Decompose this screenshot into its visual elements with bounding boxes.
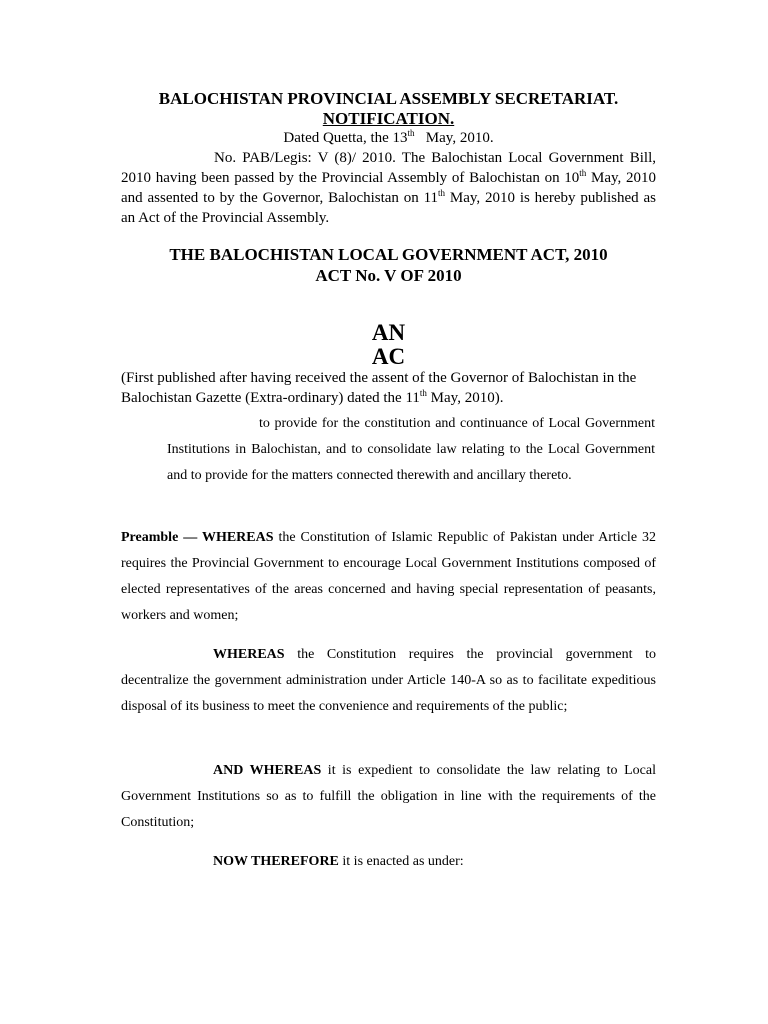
whereas-paragraph-2 bbox=[121, 642, 656, 720]
enactment-label: NOW THEREFORE bbox=[213, 854, 339, 869]
notification-heading bbox=[121, 108, 656, 130]
publication-text-2: May, 2010). bbox=[426, 390, 504, 406]
act-number bbox=[121, 265, 656, 287]
notice-sup-1: th bbox=[579, 168, 587, 178]
whereas3-label: AND WHEREAS bbox=[213, 763, 322, 778]
publication-text-1: (First published after having received the assent of the Governor of Balochistan in the Balochistan Gazette (Extra-ordinary) dated the 11 bbox=[121, 370, 637, 406]
ac-text: AC bbox=[371, 344, 406, 369]
act-title bbox=[121, 244, 656, 266]
publication-sup: th bbox=[419, 388, 427, 398]
whereas2-label: WHEREAS bbox=[213, 647, 285, 662]
notice-paragraph bbox=[121, 148, 656, 228]
dated-line bbox=[121, 128, 656, 148]
whereas3-text: it is expedient to consolidate the law relating to Local Government Institutions so as to fulfill the obligation in line with the requirements of the Constitution; bbox=[121, 763, 656, 830]
preamble-paragraph bbox=[121, 525, 656, 629]
dated-sup: th bbox=[407, 128, 415, 138]
an-text: AN bbox=[371, 320, 406, 345]
notice-text-2: May, 2010 and assented to by the Governor, Balochistan on 11 bbox=[121, 170, 656, 206]
act-title-line2: ACT No. V OF 2010 bbox=[315, 266, 462, 285]
enactment-text: it is enacted as under: bbox=[338, 854, 464, 869]
dated-prefix: Dated Quetta, the 13 bbox=[283, 130, 408, 146]
whereas2-text: the Constitution requires the provincial government to decentralize the government administration under Article 140-A so as to facilitate expeditious disposal of its business to meet the convenience and requirements of the public; bbox=[121, 647, 656, 714]
whereas-paragraph-3 bbox=[121, 758, 656, 836]
purpose-paragraph bbox=[167, 411, 655, 489]
ac-heading bbox=[121, 343, 656, 370]
an-heading bbox=[121, 319, 656, 346]
dated-suffix: May, 2010. bbox=[425, 130, 494, 146]
notice-text-1: No. PAB/Legis: V (8)/ 2010. The Balochistan Local Government Bill, 2010 having been passed by the Provincial Assembly of Balochistan on 10 bbox=[121, 150, 656, 186]
purpose-text: to provide for the constitution and continuance of Local Government Institutions in Balochistan, and to consolidate law relating to the Local Government and to provide for the matters connected therewith and ancillary thereto. bbox=[167, 416, 655, 483]
secretariat-heading bbox=[121, 88, 656, 110]
publication-note bbox=[121, 368, 656, 408]
notification-title: NOTIFICATION. bbox=[322, 109, 455, 128]
notice-text-3: May, 2010 is hereby published as an Act of the Provincial Assembly. bbox=[121, 190, 656, 226]
preamble-text: the Constitution of Islamic Republic of Pakistan under Article 32 requires the Provincial Government to encourage Local Government Institutions composed of elected representatives of the areas concerned and having special representation of peasants, workers and women; bbox=[121, 530, 656, 623]
enactment-paragraph bbox=[121, 849, 656, 875]
notice-sup-2: th bbox=[438, 188, 446, 198]
act-title-line1: THE BALOCHISTAN LOCAL GOVERNMENT ACT, 2010 bbox=[169, 245, 608, 264]
preamble-label: Preamble — WHEREAS bbox=[121, 530, 274, 545]
secretariat-title: BALOCHISTAN PROVINCIAL ASSEMBLY SECRETARIAT. bbox=[158, 89, 619, 108]
